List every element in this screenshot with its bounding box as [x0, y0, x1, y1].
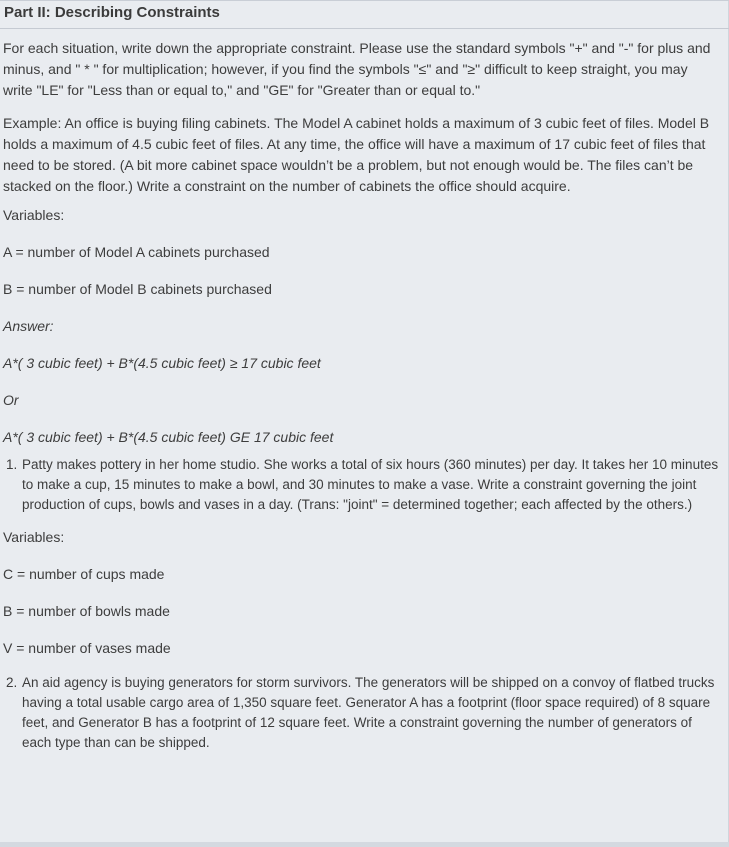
question-1-variable-v: V = number of vases made	[3, 640, 171, 656]
question-1-variable-b: B = number of bowls made	[3, 603, 170, 619]
answer-label: Answer:	[3, 318, 54, 334]
example-variables-label: Variables:	[3, 207, 65, 223]
question-list	[3, 455, 719, 515]
top-divider	[0, 0, 729, 1]
example-variable-b: B = number of Model B cabinets purchased	[3, 281, 272, 297]
instructions-paragraph: For each situation, write down the appropriate constraint. Please use the standard symbols "+" and "-" for plus and minus, and " * " for multiplication; however, if you find the symbols "≤" and "≥" difficult to keep straight, you may write "LE" for "Less than or equal to," and "GE" for "Greater than or equal to."	[3, 40, 711, 98]
answer-symbol-form: A*( 3 cubic feet) + B*(4.5 cubic feet) ≥ 17 cubic feet	[3, 355, 321, 371]
bottom-divider	[0, 842, 729, 847]
answer-text-form: A*( 3 cubic feet) + B*(4.5 cubic feet) GE 17 cubic feet	[3, 429, 334, 445]
question-2: 2. An aid agency is buying generators for storm survivors. The generators will be shipped on a convoy of flatbed trucks having a total usable cargo area of 1,350 square feet. Generator A has a footprint (floor space required) of 8 square feet, and Generator B has a footprint of 12 square feet. Write a constraint governing the number of generators of each type than can be shipped.	[21, 673, 719, 753]
example-paragraph: Example: An office is buying filing cabinets. The Model A cabinet holds a maximum of 3 cubic feet of files. Model B holds a maximum of 4.5 cubic feet of files. At any time, the office will have a maximum of 17 cubic feet of files that need to be stored. (A bit more cabinet space wouldn’t be a problem, but not enough would be. The files can’t be stacked on the floor.) Write a constraint on the number of cabinets the office should acquire.	[3, 115, 710, 194]
question-1-variables-label: Variables:	[3, 529, 65, 545]
example-variable-a: A = number of Model A cabinets purchased	[3, 244, 270, 260]
section-content	[3, 38, 719, 753]
or-label: Or	[3, 392, 19, 408]
question-list-continued	[3, 673, 719, 753]
question-1-variable-c: C = number of cups made	[3, 566, 165, 582]
question-1: 1. Patty makes pottery in her home studio. She works a total of six hours (360 minutes) per day. It takes her 10 minutes to make a cup, 15 minutes to make a bowl, and 30 minutes to make a vase. Write a constraint governing the joint production of cups, bowls and vases in a day. (Trans: "joint" = determined together; each affected by the others.)	[21, 455, 719, 515]
section-title: Part II: Describing Constraints	[4, 4, 220, 21]
title-divider	[0, 28, 729, 29]
